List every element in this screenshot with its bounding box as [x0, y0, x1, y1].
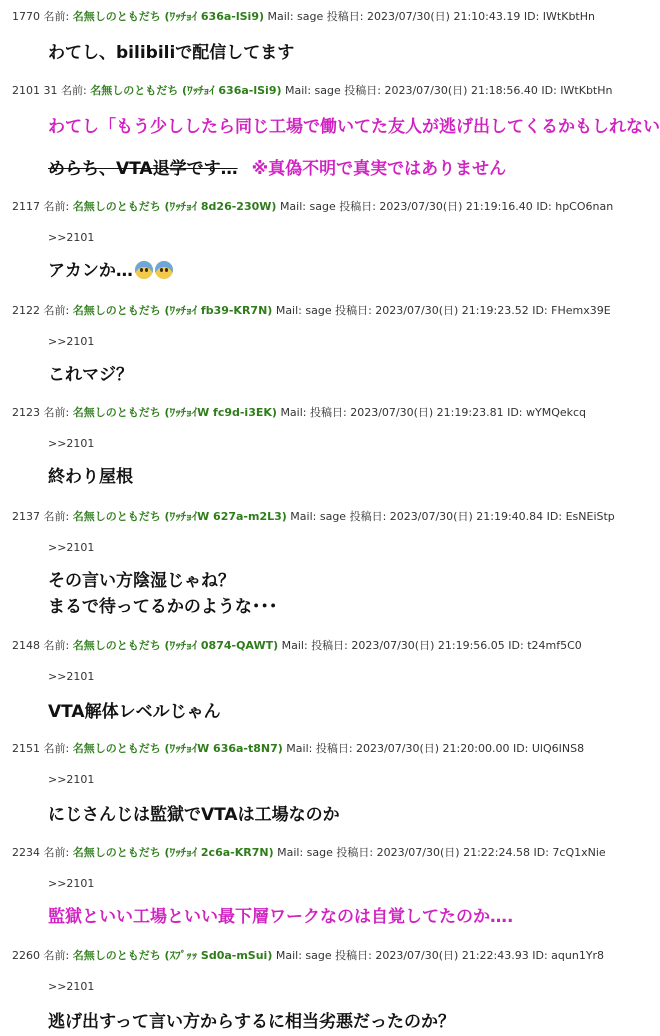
mail-field: Mail:: [286, 742, 313, 755]
disclaimer-note: ※真偽不明で真実ではありません: [251, 159, 507, 179]
post-number[interactable]: 2117: [12, 200, 40, 213]
post-number[interactable]: 2148: [12, 639, 40, 652]
post-number[interactable]: 2123: [12, 406, 40, 419]
name-label: 名前:: [43, 949, 70, 962]
mail-field: Mail: sage: [285, 84, 341, 97]
post-date: 投稿日: 2023/07/30(日) 21:18:56.40: [344, 84, 538, 97]
poster-name: 名無しのともだち (ﾜｯﾁｮｲW fc9d-i3EK): [72, 406, 277, 419]
poster-name: 名無しのともだち (ﾜｯﾁｮｲW 636a-t8N7): [72, 742, 283, 755]
post-number[interactable]: 2137: [12, 510, 40, 523]
post-message: その言い方陰湿じゃね？: [48, 571, 235, 591]
poster-name: 名無しのともだち (ﾜｯﾁｮｲW 627a-m2L3): [72, 510, 287, 523]
post-date: 投稿日: 2023/07/30(日) 21:10:43.19: [326, 10, 521, 23]
reply-anchor-link[interactable]: >>2101: [48, 980, 95, 993]
post-number[interactable]: 2151: [12, 742, 40, 755]
post-message: これマジ？: [48, 365, 133, 385]
reply-anchor-link[interactable]: >>2101: [48, 541, 95, 554]
poster-name: 名無しのともだち (ﾜｯﾁｮｲ 636a-lSi9): [72, 10, 264, 23]
mail-field: Mail: sage: [279, 200, 336, 213]
mail-field: Mail: sage: [267, 10, 324, 23]
post-number[interactable]: 2260: [12, 949, 40, 962]
mail-field: Mail: sage: [277, 846, 333, 859]
name-label: 名前:: [43, 304, 70, 317]
mail-field: Mail: sage: [290, 510, 347, 523]
post-number[interactable]: 2122: [12, 304, 40, 317]
post-date: 投稿日: 2023/07/30(日) 21:19:56.05: [311, 639, 505, 652]
post-date: 投稿日: 2023/07/30(日) 21:19:16.40: [339, 200, 533, 213]
reply-anchor-link[interactable]: >>2101: [48, 670, 95, 683]
post-message-line-2: まるで待ってるかのような･･･: [48, 597, 278, 617]
post-date: 投稿日: 2023/07/30(日) 21:22:24.58: [336, 846, 530, 859]
post-message: [48, 258, 173, 284]
poster-id[interactable]: ID: 7cQ1xNie: [533, 846, 606, 859]
poster-name: 名無しのともだち (ﾜｯﾁｮｲ 0874-QAWT): [72, 639, 279, 652]
fearful-face-emoji-icon: [135, 261, 153, 279]
post-header: [12, 10, 595, 24]
poster-id[interactable]: ID: t24mf5C0: [508, 639, 582, 652]
name-label: 名前:: [43, 510, 70, 523]
post-header: [12, 639, 582, 653]
post-header: [12, 84, 612, 98]
poster-id[interactable]: ID: IWtKbtHn: [541, 84, 613, 97]
post-message: にじさんじは監獄でVTAは工場なのか: [48, 805, 340, 825]
poster-id[interactable]: ID: UlQ6INS8: [512, 742, 585, 755]
name-label: 名前:: [43, 742, 70, 755]
post-header: [12, 846, 606, 860]
poster-id[interactable]: ID: wYMQekcq: [507, 406, 587, 419]
post-date: 投稿日: 2023/07/30(日) 21:20:00.00: [315, 742, 510, 755]
poster-id[interactable]: ID: EsNEiStp: [546, 510, 615, 523]
poster-id[interactable]: ID: hpCO6nan: [536, 200, 614, 213]
post-number[interactable]: 1770: [12, 10, 40, 23]
poster-id[interactable]: ID: FHemx39E: [532, 304, 611, 317]
post-date: 投稿日: 2023/07/30(日) 21:19:23.52: [335, 304, 529, 317]
poster-name: 名無しのともだち (ﾜｯﾁｮｲ 2c6a-KR7N): [72, 846, 274, 859]
post-number[interactable]: 2101: [12, 84, 40, 97]
post-header: [12, 200, 613, 214]
post-message: 終わり屋根: [48, 467, 133, 487]
poster-id[interactable]: ID: IWtKbtHn: [523, 10, 595, 23]
post-number[interactable]: 2234: [12, 846, 40, 859]
post-header: [12, 304, 611, 318]
poster-name: 名無しのともだち (ﾜｯﾁｮｲ 8d26-230W): [72, 200, 277, 213]
post-message: わてし、bilibiliで配信してます: [48, 43, 295, 63]
post-extra-number: 31: [43, 84, 58, 97]
mail-field: Mail:: [281, 639, 308, 652]
post-date: 投稿日: 2023/07/30(日) 21:19:40.84: [349, 510, 544, 523]
fearful-face-emoji-icon: [155, 261, 173, 279]
poster-id[interactable]: ID: aqun1Yr8: [532, 949, 605, 962]
mail-field: Mail: sage: [275, 304, 332, 317]
post-header: [12, 406, 586, 420]
post-message: VTA解体レベルじゃん: [48, 702, 221, 722]
post-header: [12, 510, 615, 524]
post-message-text: アカンか…: [48, 261, 133, 281]
post-date: 投稿日: 2023/07/30(日) 21:22:43.93: [335, 949, 529, 962]
post-date: 投稿日: 2023/07/30(日) 21:19:23.81: [310, 406, 504, 419]
reply-anchor-link[interactable]: >>2101: [48, 773, 95, 786]
name-label: 名前:: [43, 639, 70, 652]
reply-anchor-link[interactable]: >>2101: [48, 437, 95, 450]
reply-anchor-link[interactable]: >>2101: [48, 877, 95, 890]
post-message: 逃げ出すって言い方からするに相当劣悪だったのか？: [48, 1012, 455, 1032]
reply-anchor-link[interactable]: >>2101: [48, 335, 95, 348]
post-message: わてし「もう少ししたら同じ工場で働いてた友人が逃げ出してくるかもしれない: [48, 117, 660, 137]
post-message-line-2: [48, 156, 506, 182]
post-header: [12, 949, 604, 963]
name-label: 名前:: [43, 10, 70, 23]
poster-name: 名無しのともだち (ﾜｯﾁｮｲ fb39-KR7N): [72, 304, 273, 317]
poster-name: 名無しのともだち (ﾜｯﾁｮｲ 636a-lSi9): [90, 84, 282, 97]
name-label: 名前:: [43, 406, 70, 419]
post-message: 監獄といい工場といい最下層ワークなのは自覚してたのか….: [48, 907, 514, 927]
name-label: 名前:: [61, 84, 87, 97]
post-header: [12, 742, 584, 756]
name-label: 名前:: [43, 200, 70, 213]
name-label: 名前:: [43, 846, 70, 859]
mail-field: Mail:: [280, 406, 307, 419]
mail-field: Mail: sage: [275, 949, 332, 962]
poster-name: 名無しのともだち (ｽﾌﾟｯｯ Sd0a-mSui): [72, 949, 273, 962]
struck-text: めらち、VTA退学です…: [48, 159, 238, 179]
reply-anchor-link[interactable]: >>2101: [48, 231, 95, 244]
